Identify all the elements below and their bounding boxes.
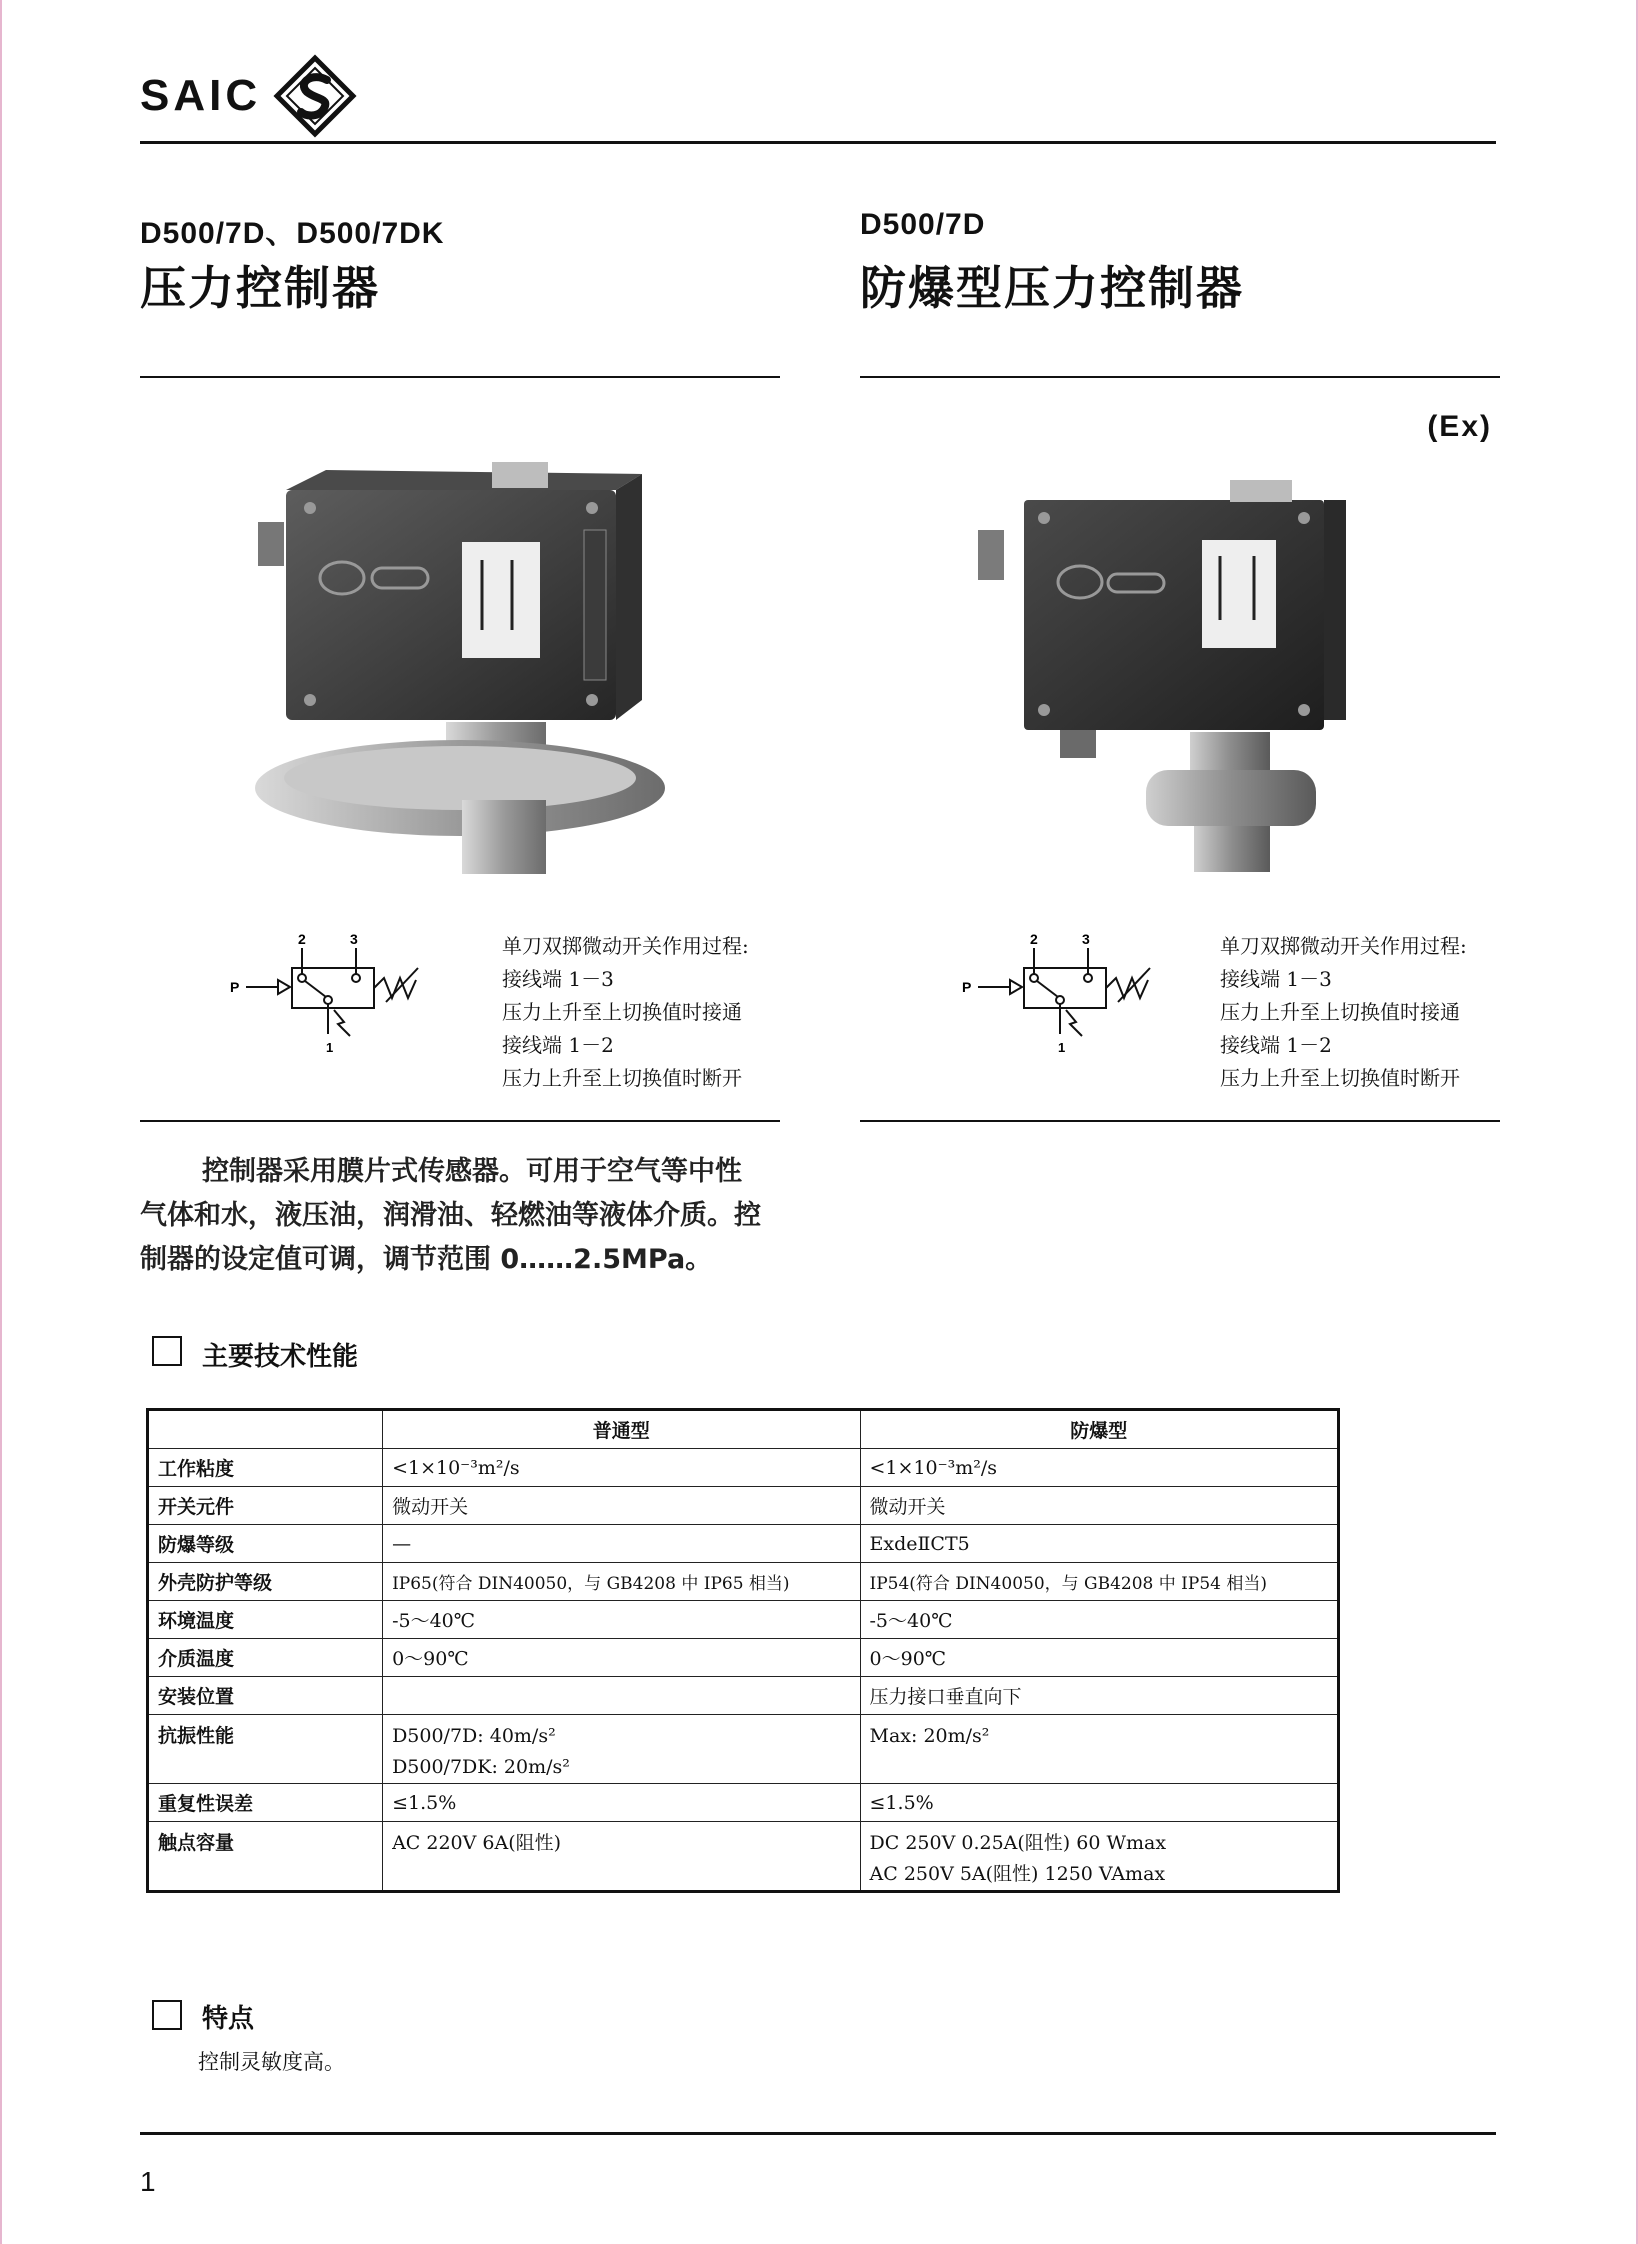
spec-name: 防爆等级	[148, 1525, 383, 1563]
spec-ex-value: 微动开关	[860, 1487, 1338, 1525]
spec-name: 抗振性能	[148, 1715, 383, 1784]
features-text: 控制灵敏度高。	[198, 2050, 345, 2074]
footer-rule	[140, 2132, 1496, 2135]
terminal-1-label: 1	[326, 1040, 334, 1055]
spec-value-line: DC 250V 0.25A(阻性) 60 Wmax	[869, 1832, 1167, 1854]
switch-desc-line: 接线端 1－2	[1220, 1033, 1332, 1057]
left-section-rule	[140, 1120, 780, 1122]
switch-desc-line: 压力上升至上切换值时接通	[1220, 1000, 1460, 1024]
spec-ex-value: 压力接口垂直向下	[860, 1677, 1338, 1715]
spec-normal-value	[383, 1715, 860, 1784]
spec-normal-value: 微动开关	[383, 1487, 860, 1525]
spec-value-line: D500/7D: 40m/s²	[392, 1725, 556, 1747]
features-section-title: 特点	[202, 2004, 255, 2034]
section-checkbox-icon	[152, 1336, 182, 1366]
explosion-proof-pressure-controller-photo	[968, 470, 1378, 880]
table-row	[148, 1563, 1339, 1601]
pressure-port-label: P	[962, 979, 972, 995]
switch-desc-line: 单刀双掷微动开关作用过程:	[1220, 934, 1467, 958]
left-model: D500/7D、D500/7DK	[140, 217, 445, 250]
table-row	[148, 1601, 1339, 1639]
spec-name: 重复性误差	[148, 1784, 383, 1822]
spec-ex-value: <1×10⁻³m²/s	[860, 1449, 1338, 1487]
terminal-3-label: 3	[350, 931, 358, 947]
switch-desc-line: 接线端 1－2	[502, 1033, 614, 1057]
left-switch-description	[502, 930, 749, 1095]
spec-name: 工作粘度	[148, 1449, 383, 1487]
intro-paragraph	[140, 1150, 800, 1282]
right-switch-description	[1220, 930, 1467, 1095]
section-checkbox-icon	[152, 2000, 182, 2030]
page-edge-left	[0, 0, 2, 2244]
spec-value-line: AC 250V 5A(阻性) 1250 VAmax	[869, 1863, 1166, 1885]
spec-normal-value: —	[383, 1525, 860, 1563]
specs-table	[146, 1408, 1340, 1893]
intro-line: 气体和水，液压油，润滑油、轻燃油等液体介质。控	[140, 1200, 761, 1231]
table-row	[148, 1487, 1339, 1525]
saic-diamond-s-icon	[273, 54, 357, 138]
pressure-port-label: P	[230, 979, 240, 995]
ex-label: (Ex)	[1427, 410, 1492, 443]
spec-name: 安装位置	[148, 1677, 383, 1715]
table-row	[148, 1525, 1339, 1563]
spec-normal-value	[383, 1677, 860, 1715]
table-header: 防爆型	[860, 1410, 1338, 1449]
brand-name: SAIC	[140, 71, 262, 120]
right-switch-schematic	[960, 928, 1200, 1058]
left-switch-schematic	[228, 928, 468, 1058]
table-row	[148, 1677, 1339, 1715]
spec-name: 触点容量	[148, 1822, 383, 1892]
switch-desc-line: 压力上升至上切换值时断开	[502, 1066, 742, 1090]
spec-name: 环境温度	[148, 1601, 383, 1639]
left-title: 压力控制器	[140, 261, 380, 315]
right-model: D500/7D	[860, 208, 986, 241]
right-section-rule	[860, 1120, 1500, 1122]
spec-ex-value: ExdeⅡCT5	[860, 1525, 1338, 1563]
page-number: 1	[140, 2166, 156, 2197]
pressure-controller-photo	[250, 460, 680, 880]
terminal-2-label: 2	[298, 931, 306, 947]
switch-desc-line: 接线端 1－3	[502, 967, 614, 991]
table-row	[148, 1639, 1339, 1677]
spec-normal-value: 0～90℃	[383, 1639, 860, 1677]
left-title-rule	[140, 376, 780, 378]
table-row	[148, 1784, 1339, 1822]
terminal-1-label: 1	[1058, 1040, 1066, 1055]
switch-desc-line: 压力上升至上切换值时断开	[1220, 1066, 1460, 1090]
spec-ex-value: 0～90℃	[860, 1639, 1338, 1677]
intro-line: 制器的设定值可调，调节范围 0……2.5MPa。	[140, 1244, 713, 1275]
spec-normal-value: <1×10⁻³m²/s	[383, 1449, 860, 1487]
spec-normal-value: IP65(符合 DIN40050，与 GB4208 中 IP65 相当)	[383, 1563, 860, 1601]
spec-normal-value: -5～40℃	[383, 1601, 860, 1639]
spec-name: 介质温度	[148, 1639, 383, 1677]
table-row	[148, 1449, 1339, 1487]
spec-ex-value: Max: 20m/s²	[860, 1715, 1338, 1784]
header-rule	[140, 141, 1496, 144]
table-row	[148, 1715, 1339, 1784]
spec-normal-value: AC 220V 6A(阻性)	[383, 1822, 860, 1892]
spec-name: 开关元件	[148, 1487, 383, 1525]
saic-logo	[140, 56, 357, 136]
terminal-2-label: 2	[1030, 931, 1038, 947]
spec-normal-value: ≤1.5%	[383, 1784, 860, 1822]
spec-ex-value: ≤1.5%	[860, 1784, 1338, 1822]
terminal-3-label: 3	[1082, 931, 1090, 947]
spec-ex-value: IP54(符合 DIN40050，与 GB4208 中 IP54 相当)	[860, 1563, 1338, 1601]
table-header-row	[148, 1410, 1339, 1449]
right-title: 防爆型压力控制器	[860, 261, 1244, 315]
spec-ex-value	[860, 1822, 1338, 1892]
switch-desc-line: 单刀双掷微动开关作用过程:	[502, 934, 749, 958]
table-header	[148, 1410, 383, 1449]
switch-desc-line: 压力上升至上切换值时接通	[502, 1000, 742, 1024]
table-header: 普通型	[383, 1410, 860, 1449]
specs-section-title: 主要技术性能	[202, 1342, 359, 1372]
switch-desc-line: 接线端 1－3	[1220, 967, 1332, 991]
spec-ex-value: -5～40℃	[860, 1601, 1338, 1639]
spec-value-line: D500/7DK: 20m/s²	[392, 1756, 570, 1778]
intro-line: 控制器采用膜片式传感器。可用于空气等中性	[202, 1156, 742, 1187]
right-title-rule	[860, 376, 1500, 378]
spec-name: 外壳防护等级	[148, 1563, 383, 1601]
table-row	[148, 1822, 1339, 1892]
